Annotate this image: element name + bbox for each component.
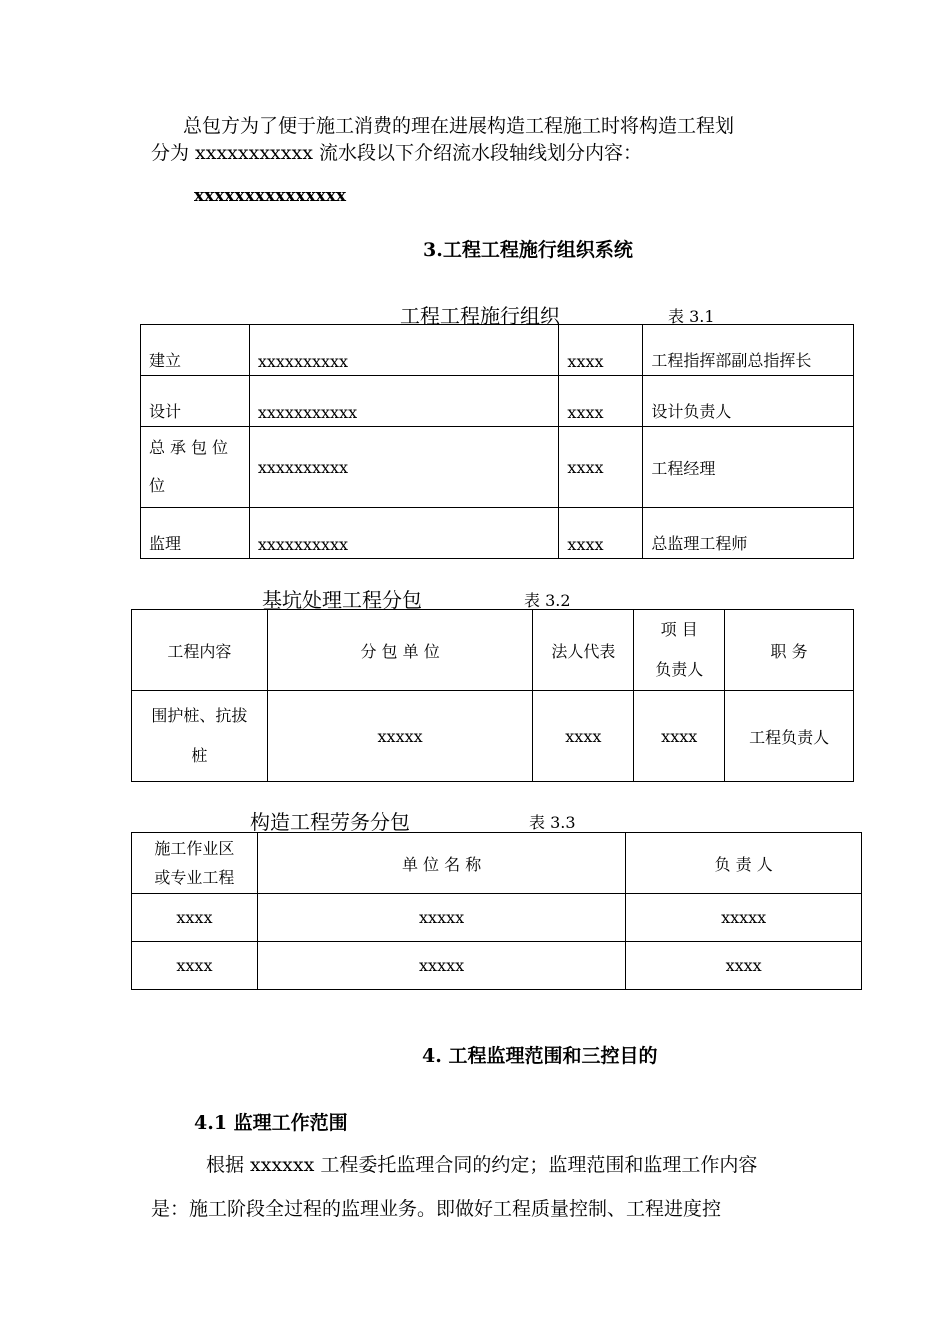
table-cell: 监理 [141, 508, 250, 559]
placeholder-bold-text: xxxxxxxxxxxxxxx [194, 186, 347, 206]
table-cell: xxxxx [257, 942, 625, 990]
header-line: 或专业工程 [154, 868, 235, 887]
table-2 [131, 609, 854, 782]
table-header-cell: 负 责 人 [626, 833, 862, 894]
section-4-title: 4. 工程监理范围和三控目的 [422, 1045, 658, 1067]
table-cell: 建立 [141, 325, 250, 376]
table-2-number: 表 3.2 [524, 591, 571, 610]
table-cell: 设计负责人 [643, 376, 854, 427]
table-1-caption: 工程工程施行组织 [400, 304, 560, 328]
table-cell: xxxx [626, 942, 862, 990]
table-row [141, 325, 854, 376]
table-header-cell: 工程内容 [132, 610, 268, 691]
table-header-cell: 法人代表 [533, 610, 634, 691]
table-header-cell [132, 833, 258, 894]
header-line: 施工作业区 [154, 839, 235, 858]
table-cell: xxxx [533, 691, 634, 782]
cell-line: 桩 [191, 746, 208, 765]
table-row [132, 833, 862, 894]
table-row [132, 894, 862, 942]
cell-line: 围护桩、抗拔 [151, 706, 248, 725]
table-2-caption: 基坑处理工程分包 [262, 588, 422, 612]
table-cell: xxxx [132, 942, 258, 990]
intro-line-2: 分为 xxxxxxxxxxx 流水段以下介绍流水段轴线划分内容： [151, 142, 642, 164]
header-line: 项 目 [660, 620, 698, 639]
intro-line-1: 总包方为了便于施工消费的理在进展构造工程施工时将构造工程划 [183, 115, 735, 137]
table-cell: xxxxx [267, 691, 533, 782]
table-cell: 总承包位位 [141, 427, 250, 508]
header-line: 负责人 [655, 660, 704, 679]
section-4-1-line-1: 根据 xxxxxx 工程委托监理合同的约定；监理范围和监理工作内容 [206, 1154, 758, 1176]
table-cell: xxxx [559, 325, 643, 376]
section-4-1-line-2: 是：施工阶段全过程的监理业务。即做好工程质量控制、工程进度控 [151, 1198, 722, 1220]
section-4-1-title: 4.1 监理工作范围 [194, 1112, 348, 1134]
table-row [132, 691, 854, 782]
table-1-number: 表 3.1 [668, 307, 715, 326]
table-row [141, 427, 854, 508]
table-header-cell: 分 包 单 位 [267, 610, 533, 691]
table-cell: 工程指挥部副总指挥长 [643, 325, 854, 376]
table-cell: xxxxx [626, 894, 862, 942]
table-cell: xxxxx [257, 894, 625, 942]
table-cell: xxxx [559, 508, 643, 559]
table-3-caption: 构造工程劳务分包 [250, 810, 410, 834]
table-cell: xxxx [559, 376, 643, 427]
table-3-number: 表 3.3 [529, 813, 576, 832]
table-row [141, 376, 854, 427]
table-cell: xxxxxxxxxx [249, 427, 559, 508]
table-row [132, 942, 862, 990]
table-cell [132, 691, 268, 782]
table-cell: xxxxxxxxxx [249, 325, 559, 376]
table-cell: 工程负责人 [725, 691, 854, 782]
table-row [141, 508, 854, 559]
table-row [132, 610, 854, 691]
table-cell: 设计 [141, 376, 250, 427]
table-cell: xxxx [634, 691, 725, 782]
table-header-cell [634, 610, 725, 691]
section-3-title: 3.工程工程施行组织系统 [423, 239, 633, 261]
table-cell: xxxx [559, 427, 643, 508]
table-header-cell: 职 务 [725, 610, 854, 691]
table-3 [131, 832, 862, 990]
table-cell: xxxxxxxxxxx [249, 376, 559, 427]
table-cell: xxxxxxxxxx [249, 508, 559, 559]
table-cell: 工程经理 [643, 427, 854, 508]
table-cell: 总监理工程师 [643, 508, 854, 559]
table-cell: xxxx [132, 894, 258, 942]
table-1 [140, 324, 854, 559]
table-header-cell: 单 位 名 称 [257, 833, 625, 894]
